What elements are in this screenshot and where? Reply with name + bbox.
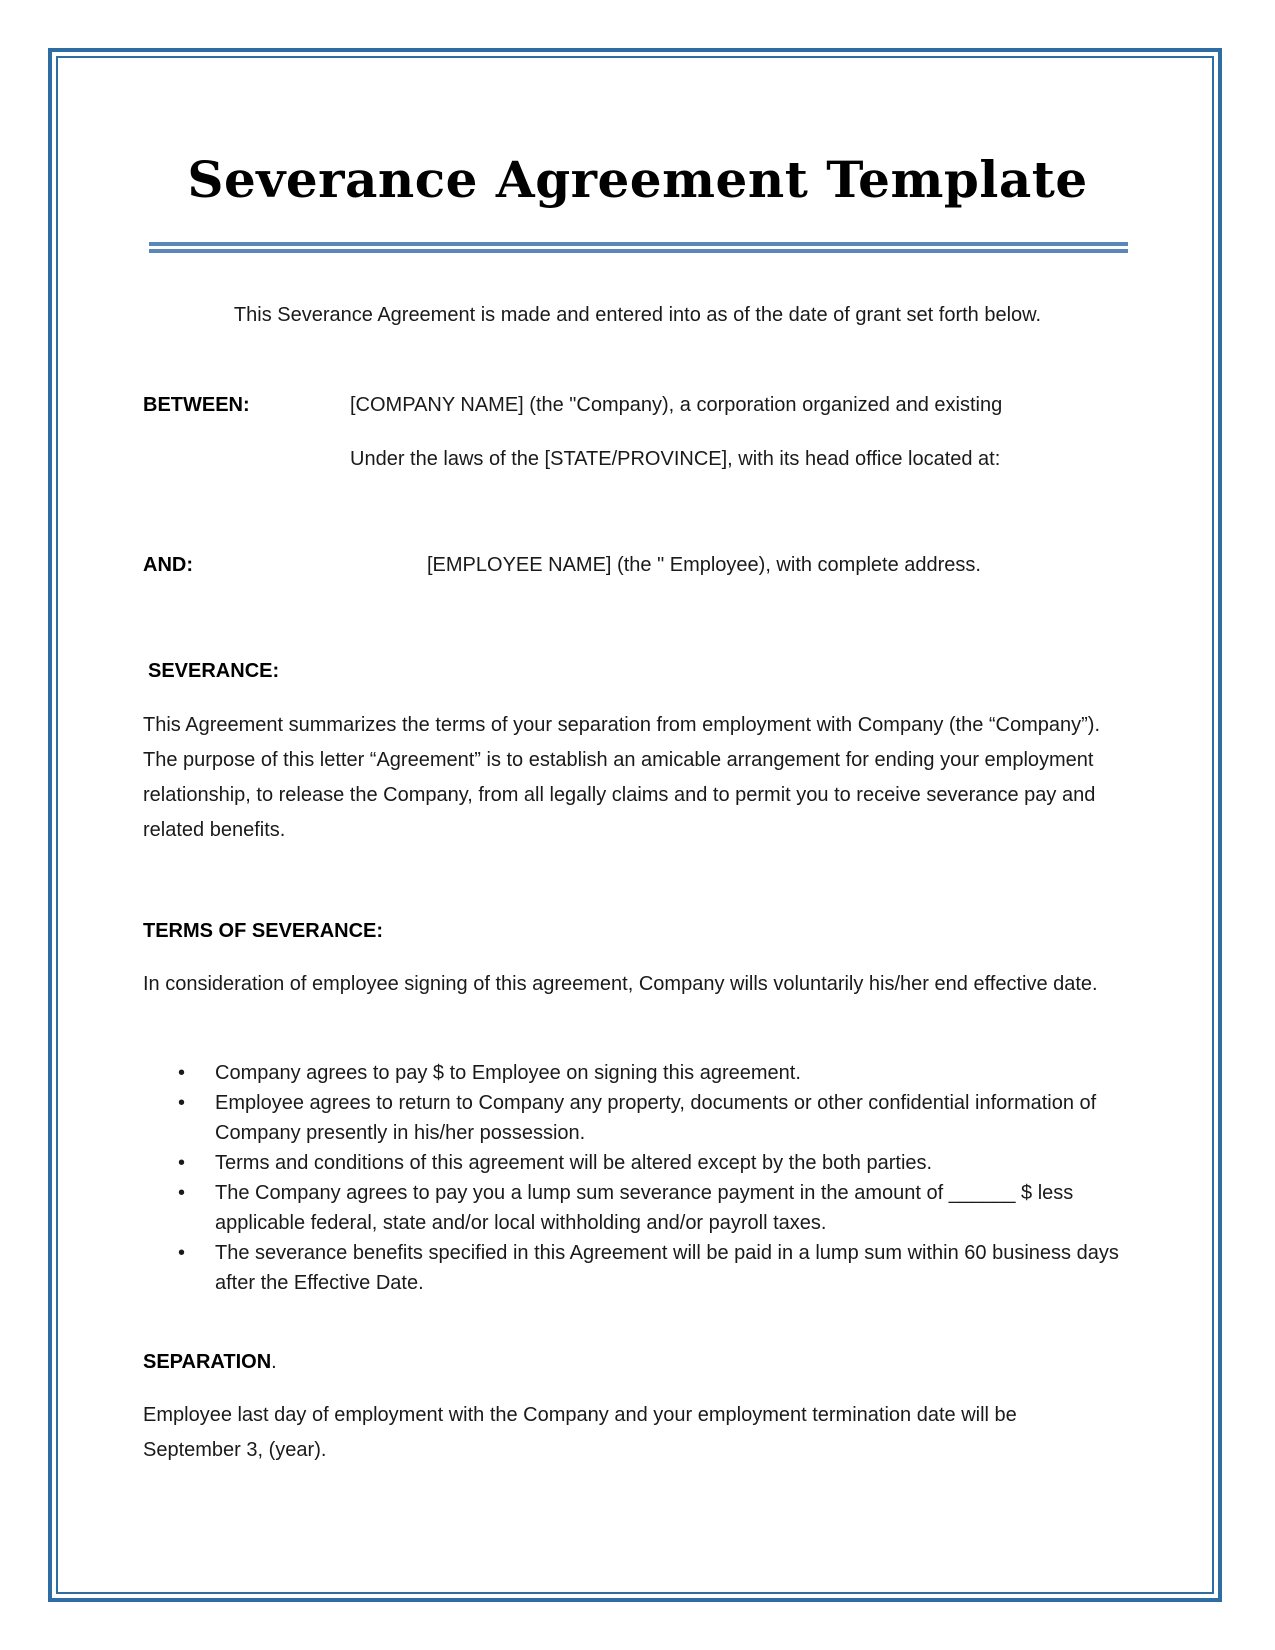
bullet-icon: • <box>178 1092 186 1114</box>
and-line-1: [EMPLOYEE NAME] (the " Employee), with complete address. <box>427 554 981 576</box>
bullet-icon: • <box>178 1062 186 1084</box>
list-item <box>140 1058 1120 1088</box>
title-divider <box>149 242 1128 253</box>
separation-body: Employee last day of employment with the Company and your employment termination date will be September 3, (year). <box>143 1404 1017 1461</box>
list-item <box>140 1238 1120 1298</box>
document-title: Severance Agreement Template <box>187 150 1088 209</box>
separation-heading-line <box>143 1345 277 1380</box>
terms-bullet-list <box>140 1058 1120 1298</box>
and-label: AND: <box>143 554 193 576</box>
bullet-icon: • <box>178 1152 186 1174</box>
bullet-text: Company agrees to pay $ to Employee on signing this agreement. <box>215 1062 801 1084</box>
list-item <box>140 1148 1120 1178</box>
separation-heading: SEPARATION <box>143 1351 272 1373</box>
bullet-text: The Company agrees to pay you a lump sum severance payment in the amount of ______ $ less applicable federal, state and/or local withholding and/or payroll taxes. <box>215 1182 1074 1234</box>
severance-heading: SEVERANCE: <box>148 660 280 682</box>
list-item <box>140 1178 1120 1238</box>
bullet-icon: • <box>178 1242 186 1264</box>
intro-paragraph: This Severance Agreement is made and entered into as of the date of grant set forth below. <box>233 304 1042 326</box>
between-line-2: Under the laws of the [STATE/PROVINCE], with its head office located at: <box>350 448 1001 470</box>
bullet-icon: • <box>178 1182 186 1204</box>
terms-body: In consideration of employee signing of this agreement, Company wills voluntarily his/her end effective date. <box>143 973 1098 995</box>
list-item <box>140 1088 1120 1148</box>
separation-heading-suffix: . <box>271 1351 277 1373</box>
terms-heading: TERMS OF SEVERANCE: <box>143 920 384 942</box>
severance-body: This Agreement summarizes the terms of your separation from employment with Company (the “Company”). The purpose of this letter “Agreement” is to establish an amicable arrangement for ending your employment relationship, to release the Company, from all legally claims and to permit you to receive severance pay and related benefits. <box>143 714 1101 841</box>
between-line-1: [COMPANY NAME] (the "Company), a corporation organized and existing <box>350 394 1003 416</box>
bullet-text: Terms and conditions of this agreement will be altered except by the both parties. <box>215 1152 933 1174</box>
between-label: BETWEEN: <box>143 394 250 416</box>
bullet-text: Employee agrees to return to Company any property, documents or other confidential information of Company presently in his/her possession. <box>215 1092 1097 1144</box>
bullet-text: The severance benefits specified in this Agreement will be paid in a lump sum within 60 business days after the Effective Date. <box>215 1242 1119 1294</box>
